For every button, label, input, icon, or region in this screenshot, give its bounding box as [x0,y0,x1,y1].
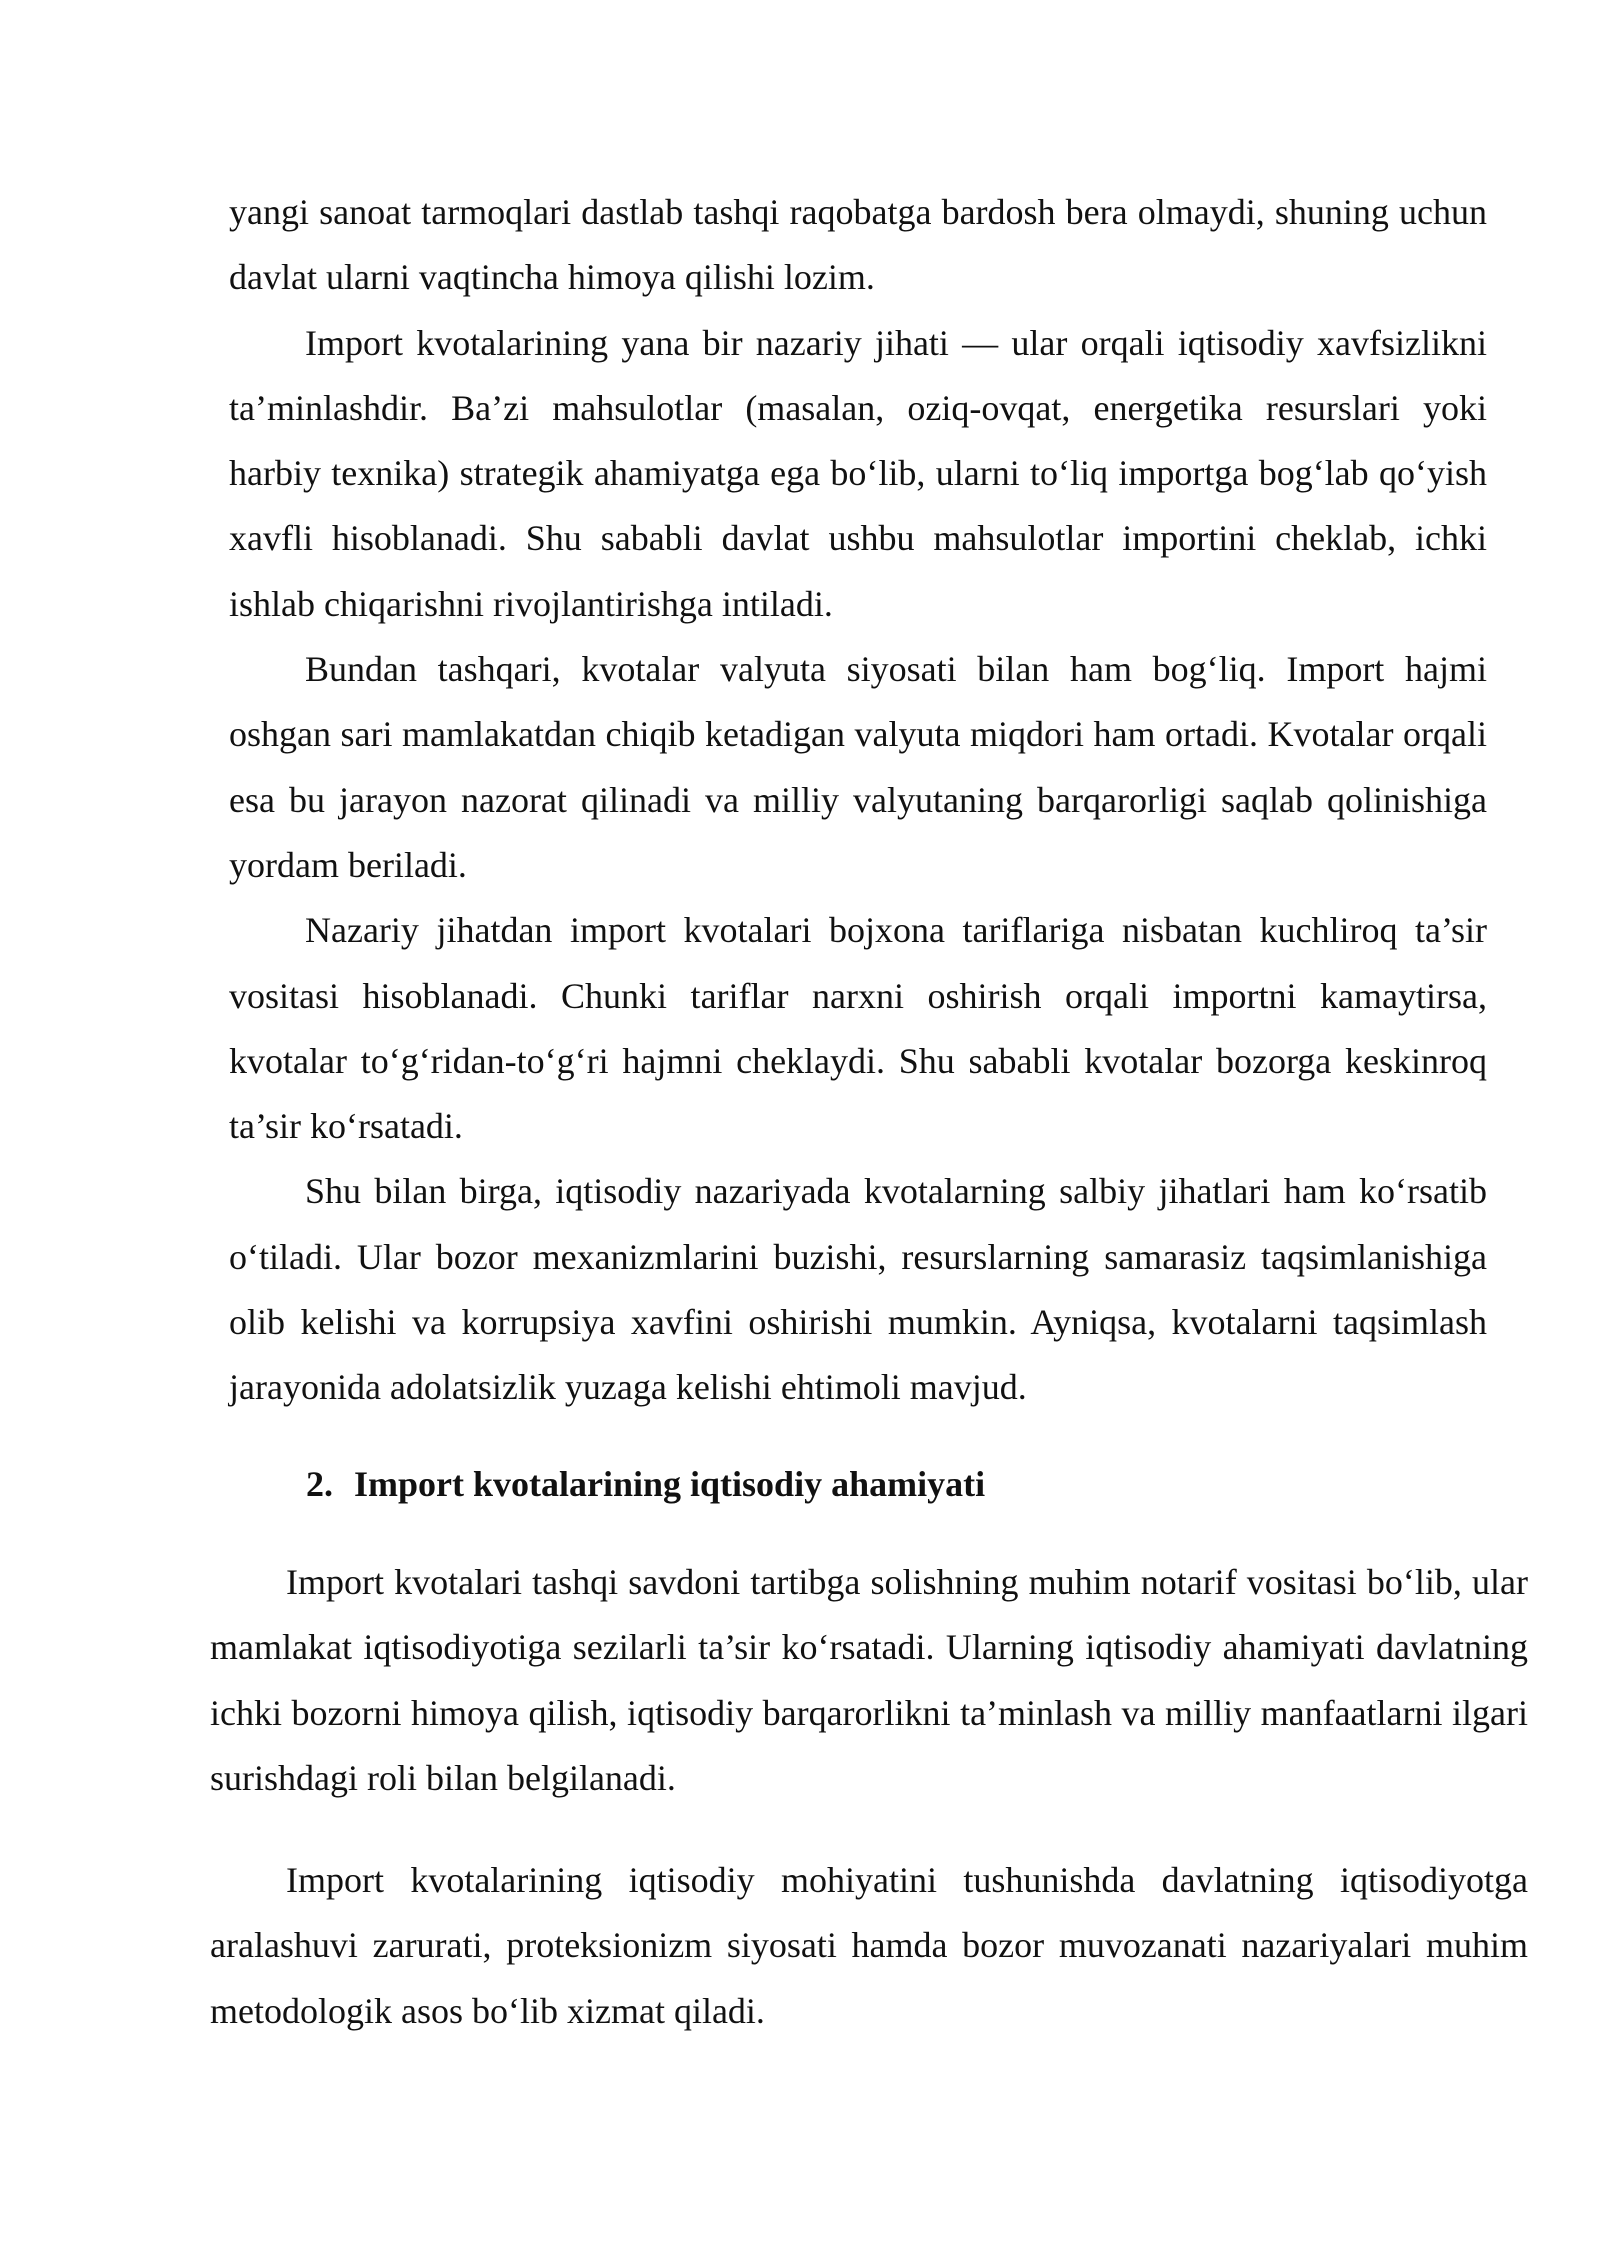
paragraph-economic-security: Import kvotalarining yana bir nazariy jihati — ular orqali iqtisodiy xavfsizlikni ta’minlashdir. Ba’zi mahsulotlar (masalan, oziq-ovqat, energetika resurslari yoki harbiy texnika) strategik ahamiyatga ega bo‘lib, ularni to‘liq importga bog‘lab qo‘yish xavfli hisoblanadi. Shu sababli davlat ushbu mahsulotlar importini cheklab, ichki ishlab chiqarishni rivojlantirishga intiladi. [229,322,1487,624]
body-text-bottom-2 [210,1848,1528,2044]
paragraph-currency-policy: Bundan tashqari, kvotalar valyuta siyosati bilan ham bog‘liq. Import hajmi oshgan sari mamlakatdan chiqib ketadigan valyuta miqdori ham ortadi. Kvotalar orqali esa bu jarayon nazorat qilinadi va milliy valyutaning barqarorligi saqlab qolinishiga yordam beriladi. [229,649,1487,885]
paragraph-economic-importance: Import kvotalari tashqi savdoni tartibga solishning muhim notarif vositasi bo‘lib, ular mamlakat iqtisodiyotiga sezilarli ta’sir ko‘rsatadi. Ularning iqtisodiy ahamiyati davlatning ichki bozorni himoya qilish, iqtisodiy barqarorlikni ta’minlash va milliy manfaatlarni ilgari surishdagi roli bilan belgilanadi. [210,1562,1528,1798]
body-text-bottom-1 [210,1550,1528,1811]
section-heading-text: Import kvotalarining iqtisodiy ahamiyati [354,1464,986,1504]
paragraph-methodological-basis: Import kvotalarining iqtisodiy mohiyatini tushunishda davlatning iqtisodiyotga aralashuvi zarurati, proteksionizm siyosati hamda bozor muvozanati nazariyalari muhim metodologik asos bo‘lib xizmat qiladi. [210,1860,1528,2031]
section-heading-number: 2. [306,1464,333,1504]
paragraph-negative-aspects: Shu bilan birga, iqtisodiy nazariyada kvotalarning salbiy jihatlari ham ko‘rsatib o‘tiladi. Ular bozor mexanizmlarini buzishi, resurslarning samarasiz taqsimlanishiga olib kelishi va korrupsiya xavfini oshirishi mumkin. Ayniqsa, kvotalarni taqsimlash jarayonida adolatsizlik yuzaga kelishi ehtimoli mavjud. [229,1171,1487,1408]
body-text-top [229,180,1487,1421]
paragraph-continued: yangi sanoat tarmoqlari dastlab tashqi raqobatga bardosh bera olmaydi, shuning uchun davlat ularni vaqtincha himoya qilishi lozim. [229,192,1487,298]
paragraph-quotas-vs-tariffs: Nazariy jihatdan import kvotalari bojxona tariflariga nisbatan kuchliroq ta’sir vositasi hisoblanadi. Chunki tariflar narxni oshirish orqali importni kamaytirsa, kvotalar to‘g‘ridan-to‘g‘ri hajmni cheklaydi. Shu sababli kvotalar bozorga keskinroq ta’sir ko‘rsatadi. [229,910,1487,1147]
section-heading [306,1452,985,1517]
